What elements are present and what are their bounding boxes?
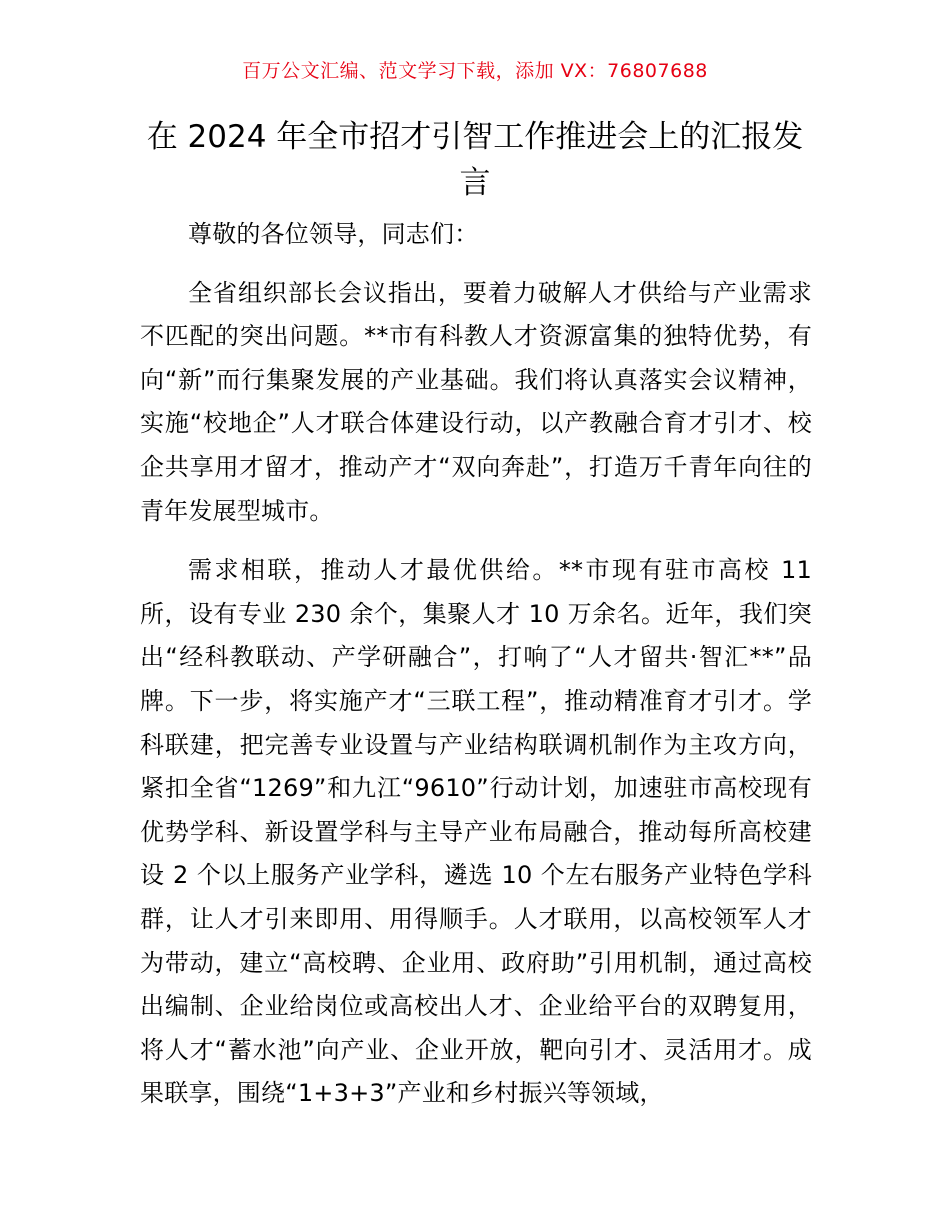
body-paragraph: 全省组织部长会议指出，要着力破解人才供给与产业需求不匹配的突出问题。**市有科教人才资源富集的独特优势，有向“新”而行集聚发展的产业基础。我们将认真落实会议精神，实施“校地企”人才联合体建设行动，以产教融合育才引才、校企共享用才留才，推动产才“双向奔赴”，打造万千青年向往的青年发展型城市。	[140, 278, 812, 525]
document-title: 在 2024 年全市招才引智工作推进会上的汇报发言	[146, 119, 804, 201]
document-body	[140, 213, 812, 1116]
body-paragraph: 需求相联，推动人才最优供给。**市现有驻市高校 11 所，设有专业 230 余个，集聚人才 10 万余名。近年，我们突出“经科教联动、产学研融合”，打响了“人才留共·智汇**”品牌。下一步，将实施产才“三联工程”，推动精准育才引才。学科联建，把完善专业设置与产业结构联调机制作为主攻方向，紧扣全省“1269”和九江“9610”行动计划，加速驻市高校现有优势学科、新设置学科与主导产业布局融合，推动每所高校建设 2 个以上服务产业学科，遴选 10 个左右服务产业特色学科群，让人才引来即用、用得顺手。人才联用，以高校领军人才为带动，建立“高校聘、企业用、政府助”引用机制，通过高校出编制、企业给岗位或高校出人才、企业给平台的双聘复用，将人才“蓄水池”向产业、企业开放，靶向引才、灵活用才。成果联享，围绕“1+3+3”产业和乡村振兴等领域，	[140, 556, 812, 1108]
salutation: 尊敬的各位领导，同志们：	[188, 220, 479, 248]
watermark-banner: 百万公文汇编、范文学习下载，添加 VX：76807688	[242, 60, 708, 82]
